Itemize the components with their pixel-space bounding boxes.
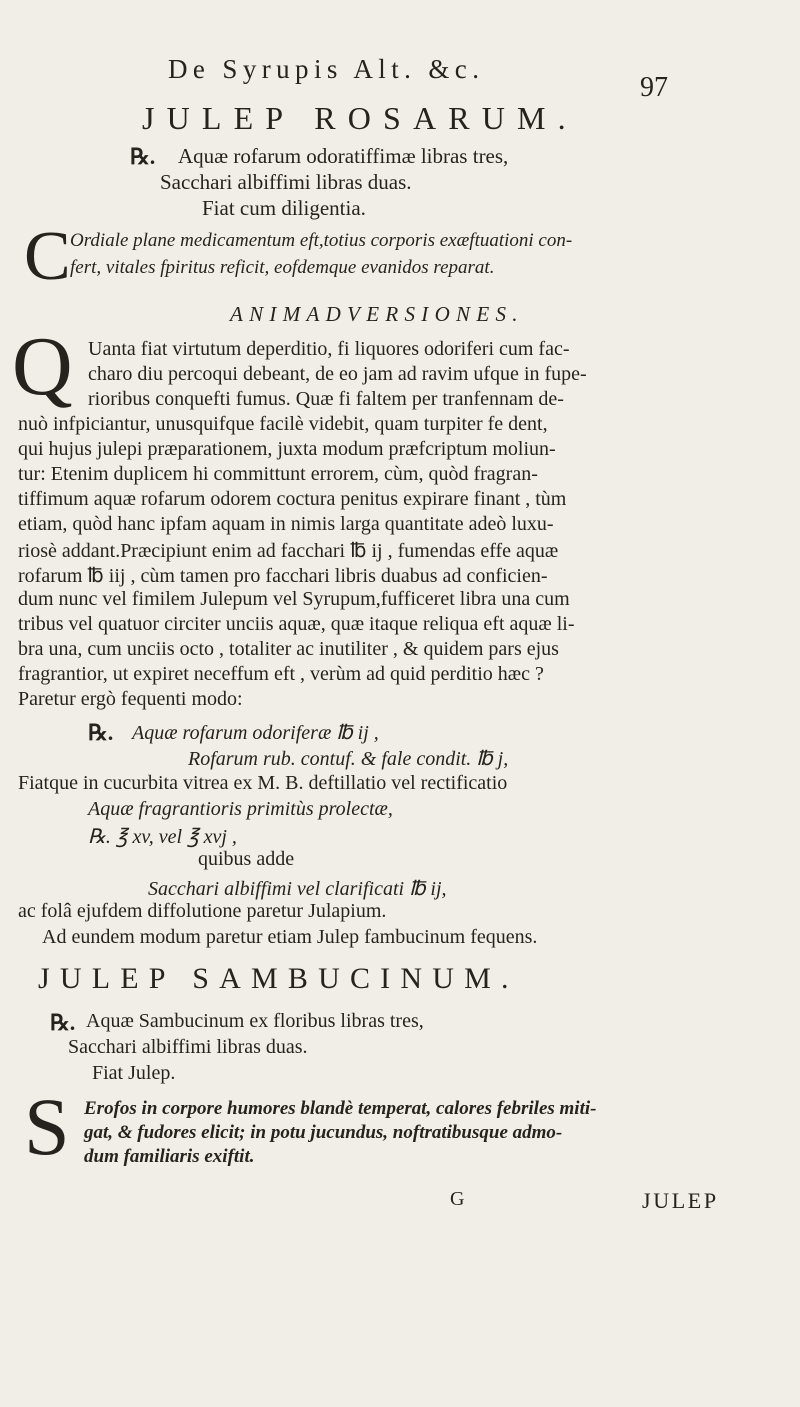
body-line: tur: Etenim duplicem hi committunt errorem, cùm, quòd fragran- [18,463,538,485]
recipe-line: Ad eundem modum paretur etiam Julep fambucinum fequens. [42,926,538,948]
recipe-symbol: ℞. [50,1010,76,1035]
body-line: bra una, cum unciis octo , totaliter ac inutiliter , & quidem pars ejus [18,638,559,660]
body-line: dum nunc vel fimilem Julepum vel Syrupum,fufficeret libra una cum [18,588,570,610]
recipe-line: Sacchari albiffimi libras duas. [160,170,412,194]
recipe-line: Aquæ Sambucinum ex floribus libras tres, [86,1010,424,1032]
recipe-line: Sacchari albiffimi libras duas. [68,1036,308,1058]
recipe-line: ac folâ ejufdem diffolutione paretur Julapium. [18,900,387,922]
recipe-line: Fiat Julep. [92,1062,176,1084]
animadversiones-heading: ANIMADVERSIONES. [230,302,524,326]
recipe-symbol: ℞. [88,720,114,745]
body-line: etiam, quòd hanc ipfam aquam in nimis larga quantitate adeò luxu- [18,513,554,535]
body-line: charo diu percoqui debeant, de eo jam ad ravim ufque in fupe- [88,363,587,385]
body-line: fragrantior, ut expiret neceffum eft , verùm ad quid perditio hæc ? [18,663,544,685]
body-line: tribus vel quatuor circiter unciis aquæ, quæ itaque reliqua eft aquæ li- [18,613,575,635]
recipe-symbol: ℞. [130,144,156,169]
body-line: qui hujus julepi præparationem, juxta modum præfcriptum moliun- [18,438,556,460]
page-number: 97 [640,72,668,103]
recipe-line: ℞. ℥ xv, vel ℥ xvj , [88,826,237,848]
body-line: rofarum ℔ iij , cùm tamen pro facchari libris duabus ad conficien- [18,565,548,587]
section-heading-julep-sambucinum: JULEP SAMBUCINUM. [38,962,519,995]
recipe-line: Aquæ rofarum odoratiffimæ libras tres, [178,144,509,168]
body-line: nuò infpiciantur, unusquifque facilè videbit, quam turpiter fe dent, [18,413,548,435]
virtue-line: fert, vitales fpiritus reficit, eofdemque evanidos reparat. [70,257,495,278]
virtue-line: dum familiaris exiftit. [84,1146,255,1167]
running-head-title: De Syrupis Alt. &c. [168,54,485,84]
recipe-line: Rofarum rub. contuf. & fale condit. ℔ j, [188,748,509,770]
recipe-line: Fiatque in cucurbita vitrea ex M. B. deftillatio vel rectificatio [18,772,508,794]
body-line: riosè addant.Præcipiunt enim ad facchari ℔ ij , fumendas effe aquæ [18,540,559,562]
virtue-line: Ordiale plane medicamentum eft,totius corporis exæftuationi con- [70,230,573,251]
section-heading-julep-rosarum: JULEP ROSARUM. [142,100,578,136]
signature-mark: G [450,1188,465,1210]
drop-cap: S [24,1081,70,1172]
recipe-line: Sacchari albiffimi vel clarificati ℔ ij, [148,878,447,900]
body-line: Uanta fiat virtutum deperditio, fi liquores odoriferi cum fac- [88,338,570,360]
virtue-line: gat, & fudores elicit; in potu jucundus, noftratibusque admo- [84,1122,563,1143]
recipe-line: quibus adde [198,848,295,870]
recipe-line: Aquæ fragrantioris primitùs prolectæ, [88,798,393,820]
recipe-line: Fiat cum diligentia. [202,196,366,220]
body-line: Paretur ergò fequenti modo: [18,688,243,710]
catchword: JULEP [642,1188,719,1213]
recipe-line: Aquæ rofarum odoriferæ ℔ ij , [132,722,379,744]
body-line: tiffimum aquæ rofarum odorem coctura penitus expirare finant , tùm [18,488,567,510]
drop-cap: C [24,218,71,295]
virtue-line: Erofos in corpore humores blandè temperat, calores febriles miti- [84,1098,597,1119]
drop-cap: Q [12,320,73,413]
body-line: rioribus conquefti fumus. Quæ fi faltem per tranfennam de- [88,388,564,410]
